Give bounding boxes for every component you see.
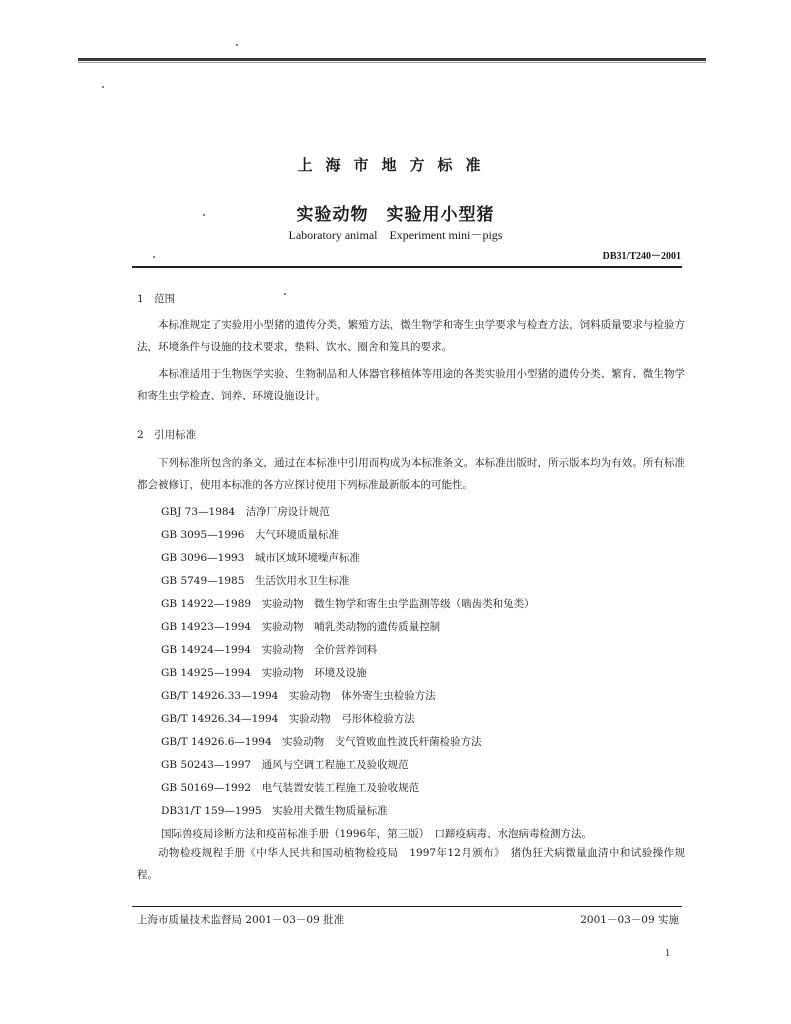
reference-item: GB 50169—1992 电气装置安装工程施工及验收规范 xyxy=(161,782,420,794)
scan-edge-shadow xyxy=(78,62,706,63)
header-rule xyxy=(132,266,682,268)
document-title: 实验动物 实验用小型猪 xyxy=(296,205,495,225)
reference-extra-line: 国际兽疫局诊断方法和疫苗标准手册（1996年，第三版） 口蹄疫病毒、水泡病毒检测方法。 xyxy=(161,828,592,840)
reference-extra-paragraph: 动物检疫规程手册《中华人民共和国动植物检疫局 1997年12月颁布》 猪伪狂犬病微量血清中和试验操作规程。 xyxy=(137,847,685,881)
paragraph: 下列标准所包含的条文，通过在本标准中引用而构成为本标准条文。本标准出版时，所示版本均为有效。所有标准都会被修订，使用本标准的各方应探讨使用下列标准最新版本的可能性。 xyxy=(137,457,685,491)
reference-item: GB 14922—1989 实验动物 微生物学和寄生虫学监测等级（啮齿类和兔类） xyxy=(161,598,535,610)
scan-speck xyxy=(153,256,155,258)
scan-speck xyxy=(102,86,104,88)
reference-item: GB 3096—1993 城市区域环境噪声标准 xyxy=(161,552,360,564)
reference-item: GB/T 14926.6—1994 实验动物 支气管败血性波氏杆菌检验方法 xyxy=(161,736,482,748)
document-title-english: Laboratory animal Experiment mini－pigs xyxy=(288,228,503,242)
reference-item: GB 5749—1985 生活饮用水卫生标准 xyxy=(161,575,350,587)
scan-speck xyxy=(236,44,238,46)
reference-item: GB 14923—1994 实验动物 哺乳类动物的遗传质量控制 xyxy=(161,621,441,633)
reference-item: GB/T 14926.34—1994 实验动物 弓形体检验方法 xyxy=(161,713,415,725)
paragraph: 本标准规定了实验用小型猪的遗传分类，繁殖方法，微生物学和寄生虫学要求与检查方法，饲料质量要求与检验方法，环境条件与设施的技术要求，垫料、饮水、圈舍和笼具的要求。 xyxy=(137,319,685,353)
scan-edge-line xyxy=(78,58,706,61)
issuer-approval: 上海市质量技术监督局 2001－03－09 批准 xyxy=(137,914,345,926)
section-heading: 2 引用标准 xyxy=(137,429,197,441)
reference-item: GB/T 14926.33—1994 实验动物 体外寄生虫检验方法 xyxy=(161,690,436,702)
section-heading: 1 范围 xyxy=(137,293,176,305)
effective-date: 2001－03－09 实施 xyxy=(580,914,679,926)
scan-speck xyxy=(284,293,286,295)
reference-item: GB 14925—1994 实验动物 环境及设施 xyxy=(161,667,367,679)
reference-item: DB31/T 159—1995 实验用犬微生物质量标准 xyxy=(161,805,388,817)
standard-code: DB31/T240－2001 xyxy=(602,251,681,262)
reference-item: GBJ 73—1984 洁净厂房设计规范 xyxy=(161,506,330,518)
page-number: 1 xyxy=(665,948,670,959)
reference-item: GB 50243—1997 通风与空调工程施工及验收规范 xyxy=(161,759,409,771)
reference-item: GB 3095—1996 大气环境质量标准 xyxy=(161,529,339,541)
standard-level-title: 上海市地方标准 xyxy=(297,156,494,174)
footer-rule xyxy=(132,906,682,907)
reference-item: GB 14924—1994 实验动物 全价营养饲料 xyxy=(161,644,378,656)
paragraph: 本标准适用于生物医学实验、生物制品和人体器官移植体等用途的各类实验用小型猪的遗传分类、繁育、微生物学和寄生虫学检查、饲养、环境设施设计。 xyxy=(137,368,685,402)
